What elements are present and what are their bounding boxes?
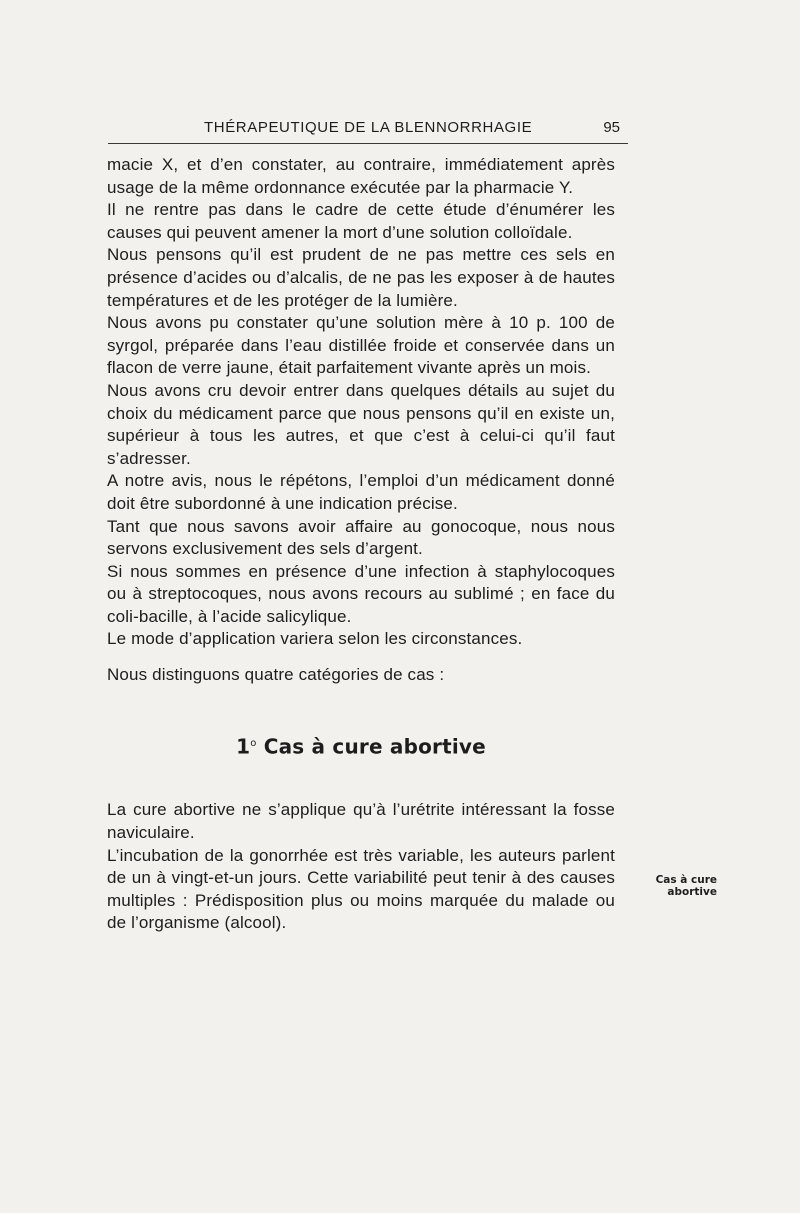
page-number: 95 <box>603 119 620 136</box>
paragraph: Si nous sommes en présence d’une infection à staphylocoques ou à streptocoques, nous avons recours au sublimé ; en face du coli-bacille, à l’acide salicylique. <box>107 561 615 626</box>
paragraph: Nous avons pu constater qu’une solution mère à 10 p. 100 de syrgol, préparée dans l’eau distillée froide et conservée dans un flacon de verre jaune, était parfaitement vivante après un mois. <box>107 313 615 378</box>
paragraph: Nous pensons qu’il est prudent de ne pas mettre ces sels en présence d’acides ou d’alcalis, de ne pas les exposer à de hautes températures et de les protéger de la lumière. <box>107 245 615 310</box>
margin-note-line: Cas à cure <box>655 874 717 886</box>
paragraph: Tant que nous savons avoir affaire au gonocoque, nous nous servons exclusivement des sels d’argent. <box>107 516 615 559</box>
header-rule <box>108 143 628 144</box>
section-heading <box>107 731 615 760</box>
paragraph: macie X, et d’en constater, au contraire, immédiatement après usage de la même ordonnance exécutée par la pharmacie Y. <box>107 155 615 197</box>
margin-note-line: abortive <box>667 886 717 898</box>
paragraph: L’incubation de la gonorrhée est très variable, les auteurs parlent de un à vingt-et-un jours. Cette variabilité peut tenir à des causes multiples : Prédisposition plus ou moins marquée du malade ou de l’organisme (alcool). <box>107 845 615 933</box>
section-ordinal-suffix: o <box>250 737 257 749</box>
margin-note <box>637 874 717 898</box>
running-header <box>108 118 628 142</box>
paragraph: Il ne rentre pas dans le cadre de cette étude d’énumérer les causes qui peuvent amener la mort d’une solution colloïdale. <box>107 200 615 242</box>
main-text <box>107 154 615 935</box>
section-number: 1 <box>236 734 251 759</box>
paragraph: A notre avis, nous le répétons, l’emploi d’un médicament donné doit être subordonné à une indication précise. <box>107 471 615 513</box>
running-title: THÉRAPEUTIQUE DE LA BLENNORRHAGIE <box>204 119 533 136</box>
paragraph-spacer <box>107 651 615 664</box>
paragraph: Nous avons cru devoir entrer dans quelques détails au sujet du choix du médicament parce que nous pensons qu’il en existe un, supérieur à tous les autres, et que c’est à celui-ci qu’il faut s’adresser. <box>107 380 615 468</box>
intro-line: Nous distinguons quatre catégories de cas : <box>107 665 445 685</box>
paragraph: La cure abortive ne s’applique qu’à l’urétrite intéressant la fosse naviculaire. <box>107 800 615 842</box>
section-title: Cas à cure abortive <box>263 734 486 759</box>
paragraph: Le mode d’application variera selon les circonstances. <box>107 629 523 649</box>
